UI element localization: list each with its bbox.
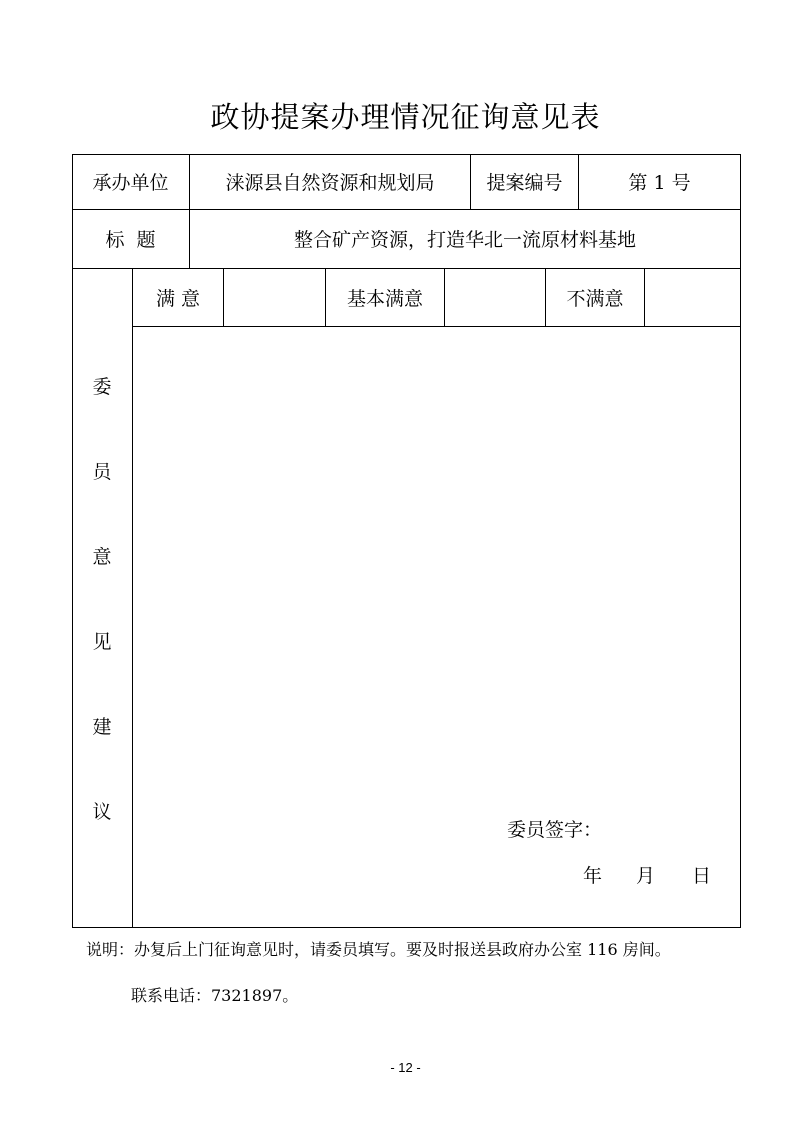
- opinion-label-char: 委: [92, 376, 112, 398]
- opinion-label-char: 意: [92, 546, 112, 568]
- unit-value: 涞源县自然资源和规划局: [225, 172, 435, 194]
- opinion-label-char: 议: [92, 801, 112, 823]
- table-right-border: [740, 154, 741, 928]
- proposal-title-value: 整合矿产资源，打造华北一流原材料基地: [293, 229, 636, 251]
- page-number: - 12 -: [390, 1060, 421, 1075]
- signature-label: 委员签字：: [507, 819, 603, 841]
- basic-satisfied-checkbox-cell[interactable]: [445, 268, 545, 326]
- basic-satisfied-label: 基本满意: [346, 287, 423, 310]
- table-bottom-border: [72, 927, 741, 928]
- not-satisfied-label: 不满意: [566, 287, 624, 310]
- opinion-label-char: 见: [92, 631, 112, 653]
- contact-phone: 联系电话：7321897。: [131, 986, 299, 1005]
- opinion-label-char: 员: [92, 461, 112, 483]
- proposal-number-value: 第 1 号: [628, 172, 691, 194]
- opinion-text-area[interactable]: [133, 327, 740, 807]
- not-satisfied-checkbox-cell[interactable]: [645, 268, 740, 326]
- footer-note: 说明：办复后上门征询意见时，请委员填写。要及时报送县政府办公室 116 房间。: [86, 940, 671, 959]
- signature-day: 日: [692, 865, 712, 887]
- signature-month: 月: [636, 865, 656, 887]
- proposal-number-label: 提案编号: [486, 172, 563, 194]
- title-label: 标 题: [105, 229, 156, 251]
- signature-year: 年: [583, 865, 603, 887]
- unit-label: 承办单位: [92, 172, 169, 194]
- opinion-label-char: 建: [92, 716, 112, 738]
- satisfied-checkbox-cell[interactable]: [224, 268, 325, 326]
- satisfied-label: 满 意: [155, 287, 201, 310]
- page-title: 政协提案办理情况征询意见表: [210, 100, 601, 134]
